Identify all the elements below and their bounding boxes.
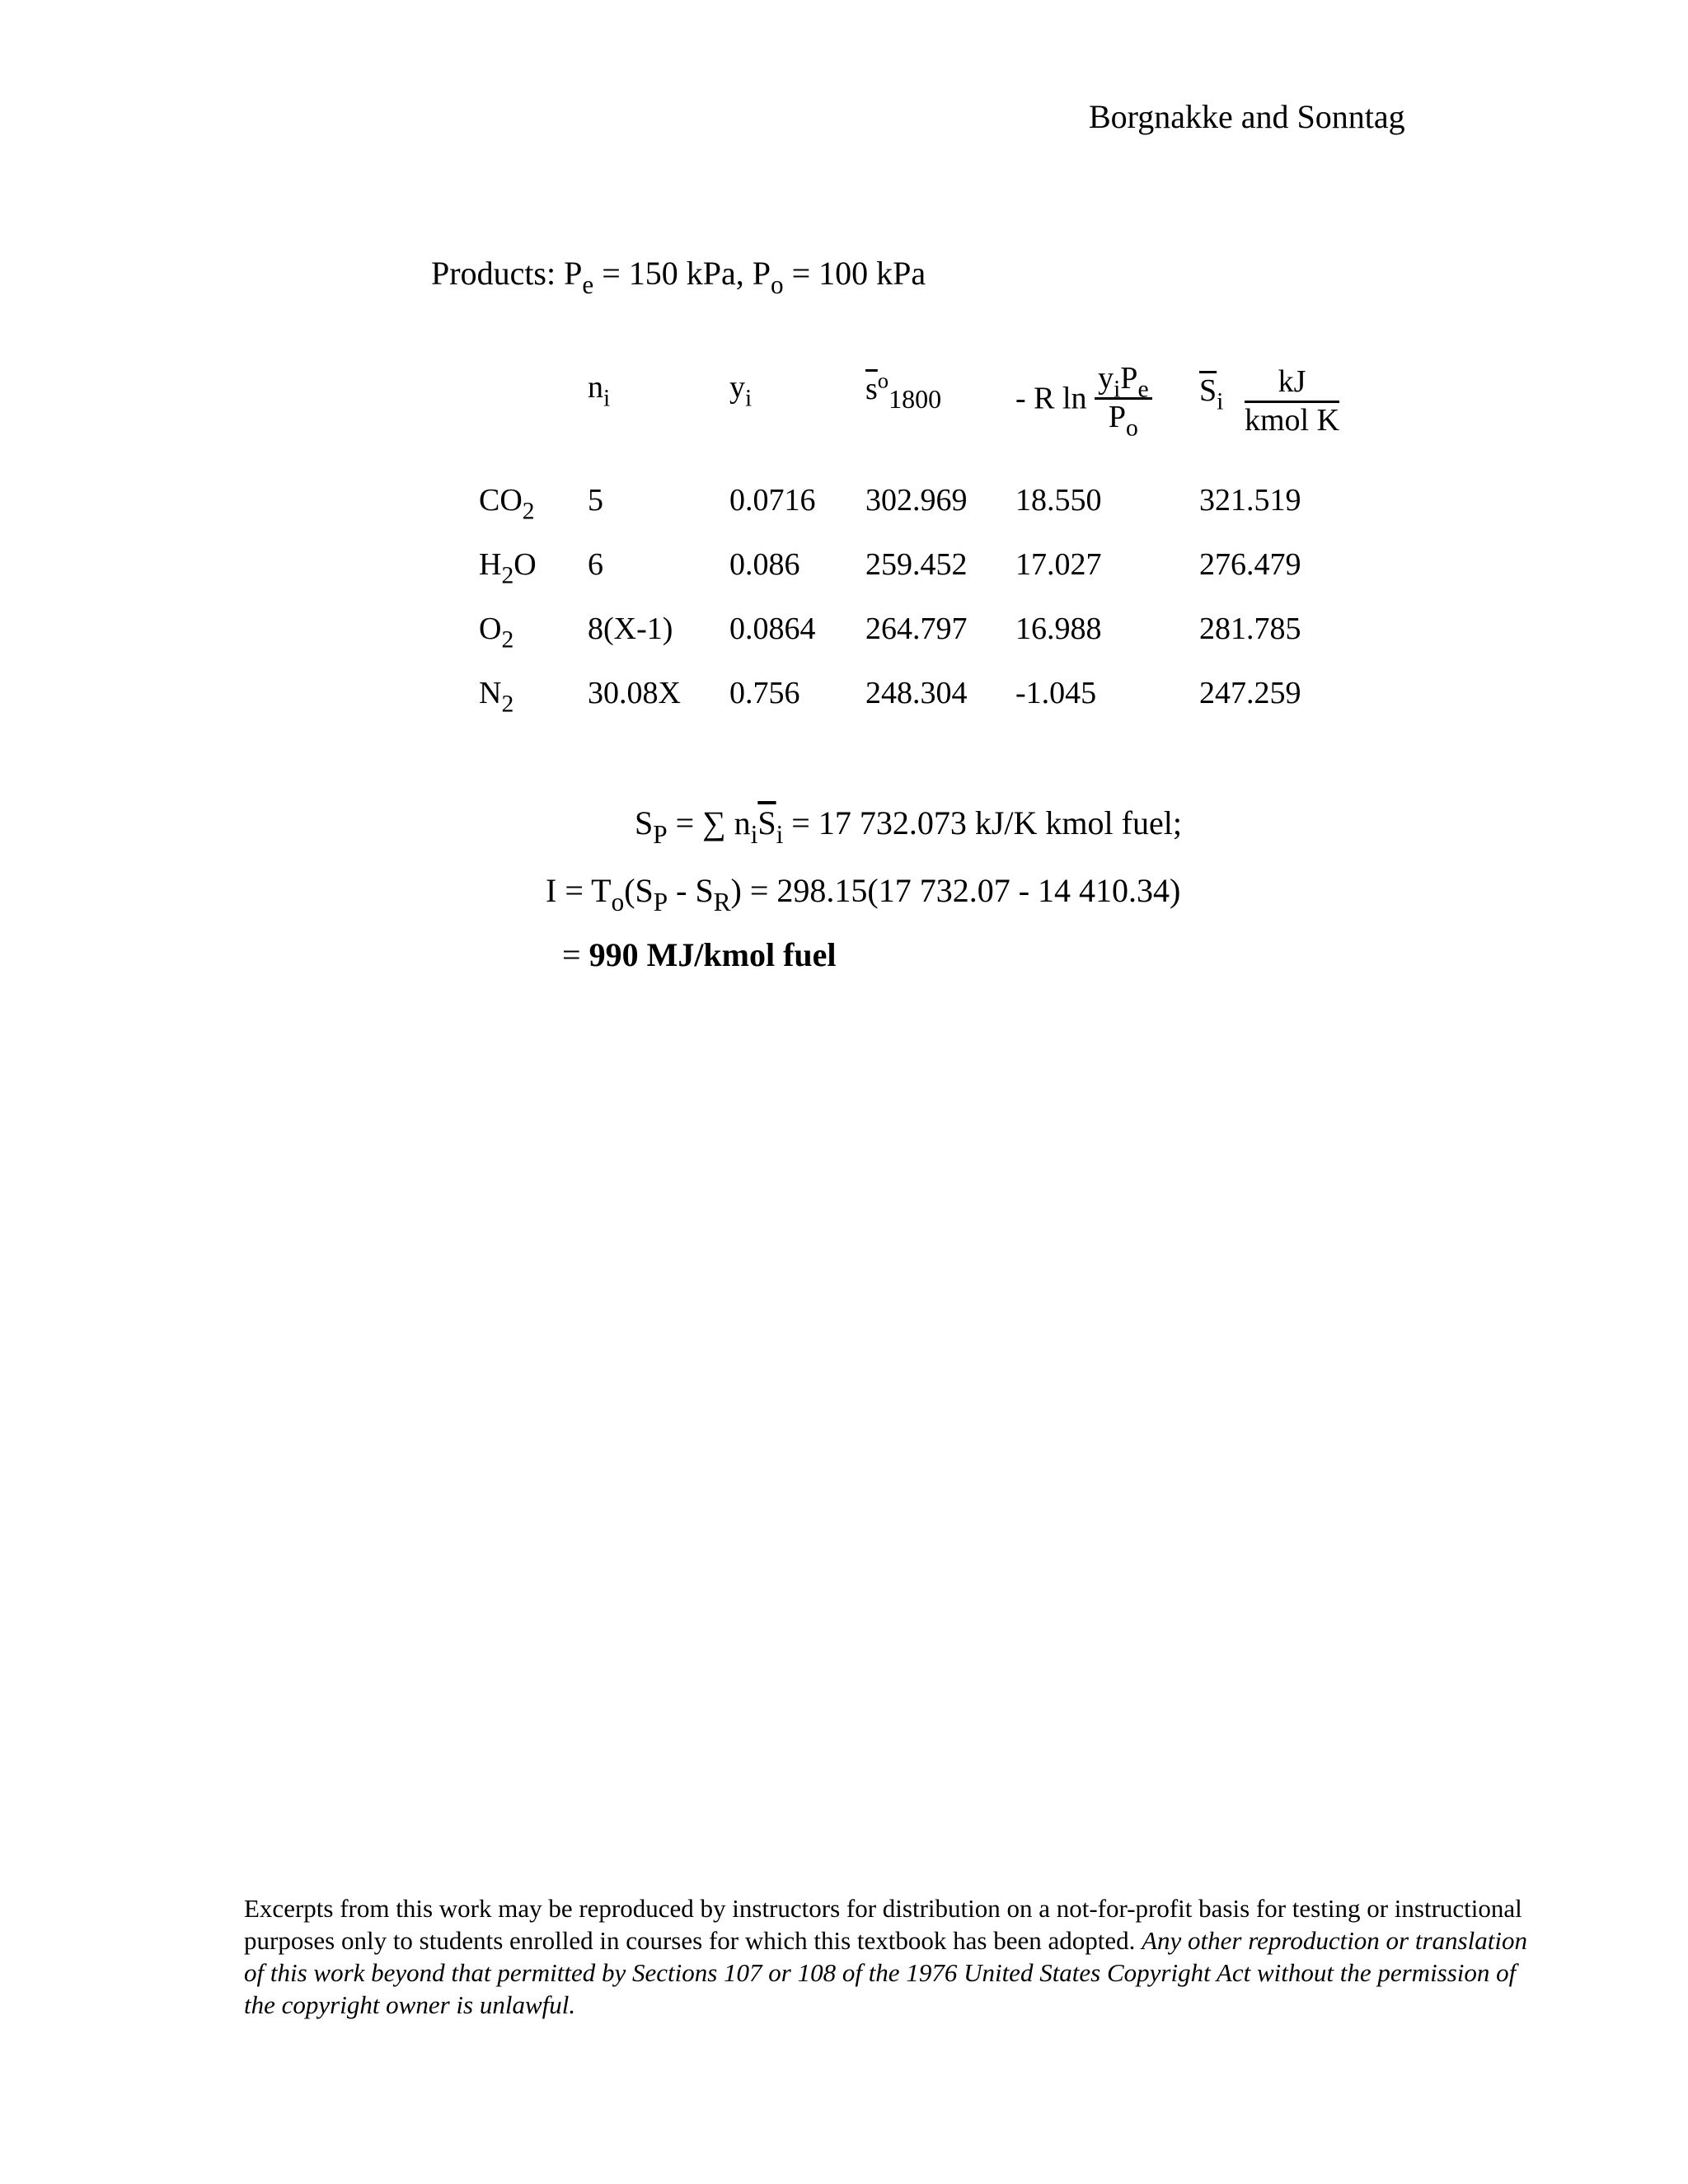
cell-rln: 16.988 [1015, 612, 1102, 646]
products-prefix: Products: P [431, 255, 583, 292]
cell-rln: 17.027 [1015, 547, 1102, 582]
cell-rln: 18.550 [1015, 483, 1102, 518]
page-header-author: Borgnakke and Sonntag [1089, 98, 1405, 135]
header-s-i: $\overline{S}_i$ [1199, 373, 1224, 415]
cell-y: 0.086 [729, 547, 800, 582]
po-value: = 100 kPa [783, 255, 926, 292]
cell-n: 5 [588, 483, 603, 518]
species-label: $CO_2$ [479, 483, 535, 525]
footer-italic-text: Any other reproduction or translation of this work beyond that permitted by Sections 107 or 108 of the 1976 United States Copyright Act without the permission of the copyright owner is unlawful. [244, 1926, 1527, 2019]
cell-si: 321.519 [1199, 483, 1301, 518]
cell-y: 0.0864 [729, 612, 816, 646]
header-y: $y_i$ [729, 370, 753, 412]
cell-n: 8(X-1) [588, 612, 673, 646]
cell-s: 248.304 [865, 676, 968, 710]
cell-s: 264.797 [865, 612, 968, 646]
equation-sp: $S_P$ = ∑ $n_i\overline{S}_i = 17$ 732.073 kJ/K kmol fuel; [635, 804, 1182, 849]
cell-si: 281.785 [1199, 612, 1301, 646]
products-conditions [431, 254, 926, 299]
cell-y: 0.0716 [729, 483, 816, 518]
footer-normal-text: Excerpts from this work may be reproduced by instructors for distribution on a not-for-profit basis for testing or instructional purposes only to students enrolled in courses for which this textbook has been adopted. [244, 1894, 1522, 1955]
header-s-1800: $\overline{s}^o_{1800}$ [865, 368, 942, 415]
header-n: $n_i$ [588, 370, 611, 412]
cell-rln: -1.045 [1015, 676, 1097, 710]
cell-s: 259.452 [865, 547, 968, 582]
header-r-ln: - R ln $\frac{y_iP_e}{P_o}$ [1015, 363, 1152, 434]
species-label: $N_2$ [479, 676, 514, 718]
cell-si: 247.259 [1199, 676, 1301, 710]
cell-n: 30.08X [588, 676, 681, 710]
cell-y: 0.756 [729, 676, 800, 710]
pe-value: = 150 kPa, P [593, 255, 771, 292]
cell-si: 276.479 [1199, 547, 1301, 582]
pe-subscript: e [582, 269, 594, 299]
cell-s: 302.969 [865, 483, 968, 518]
result-line: = 990 MJ/kmol fuel [562, 936, 837, 973]
cell-n: 6 [588, 547, 603, 582]
header-fraction: $\frac{y_iP_e}{P_o}$ [1095, 363, 1152, 434]
equation-irreversibility: $I = T_o(S_P - S_R) = 298.15(17$ 732.07 - 14 410.34) [546, 872, 1181, 916]
result-value: 990 MJ/kmol fuel [588, 936, 837, 973]
species-label: $O_2$ [479, 612, 514, 654]
po-subscript: o [771, 269, 784, 299]
header-unit: $\frac{kJ}{\text{kmol K}}$ [1245, 364, 1340, 438]
species-label: $H_2O$ [479, 547, 537, 589]
copyright-footer [244, 1892, 1530, 2021]
